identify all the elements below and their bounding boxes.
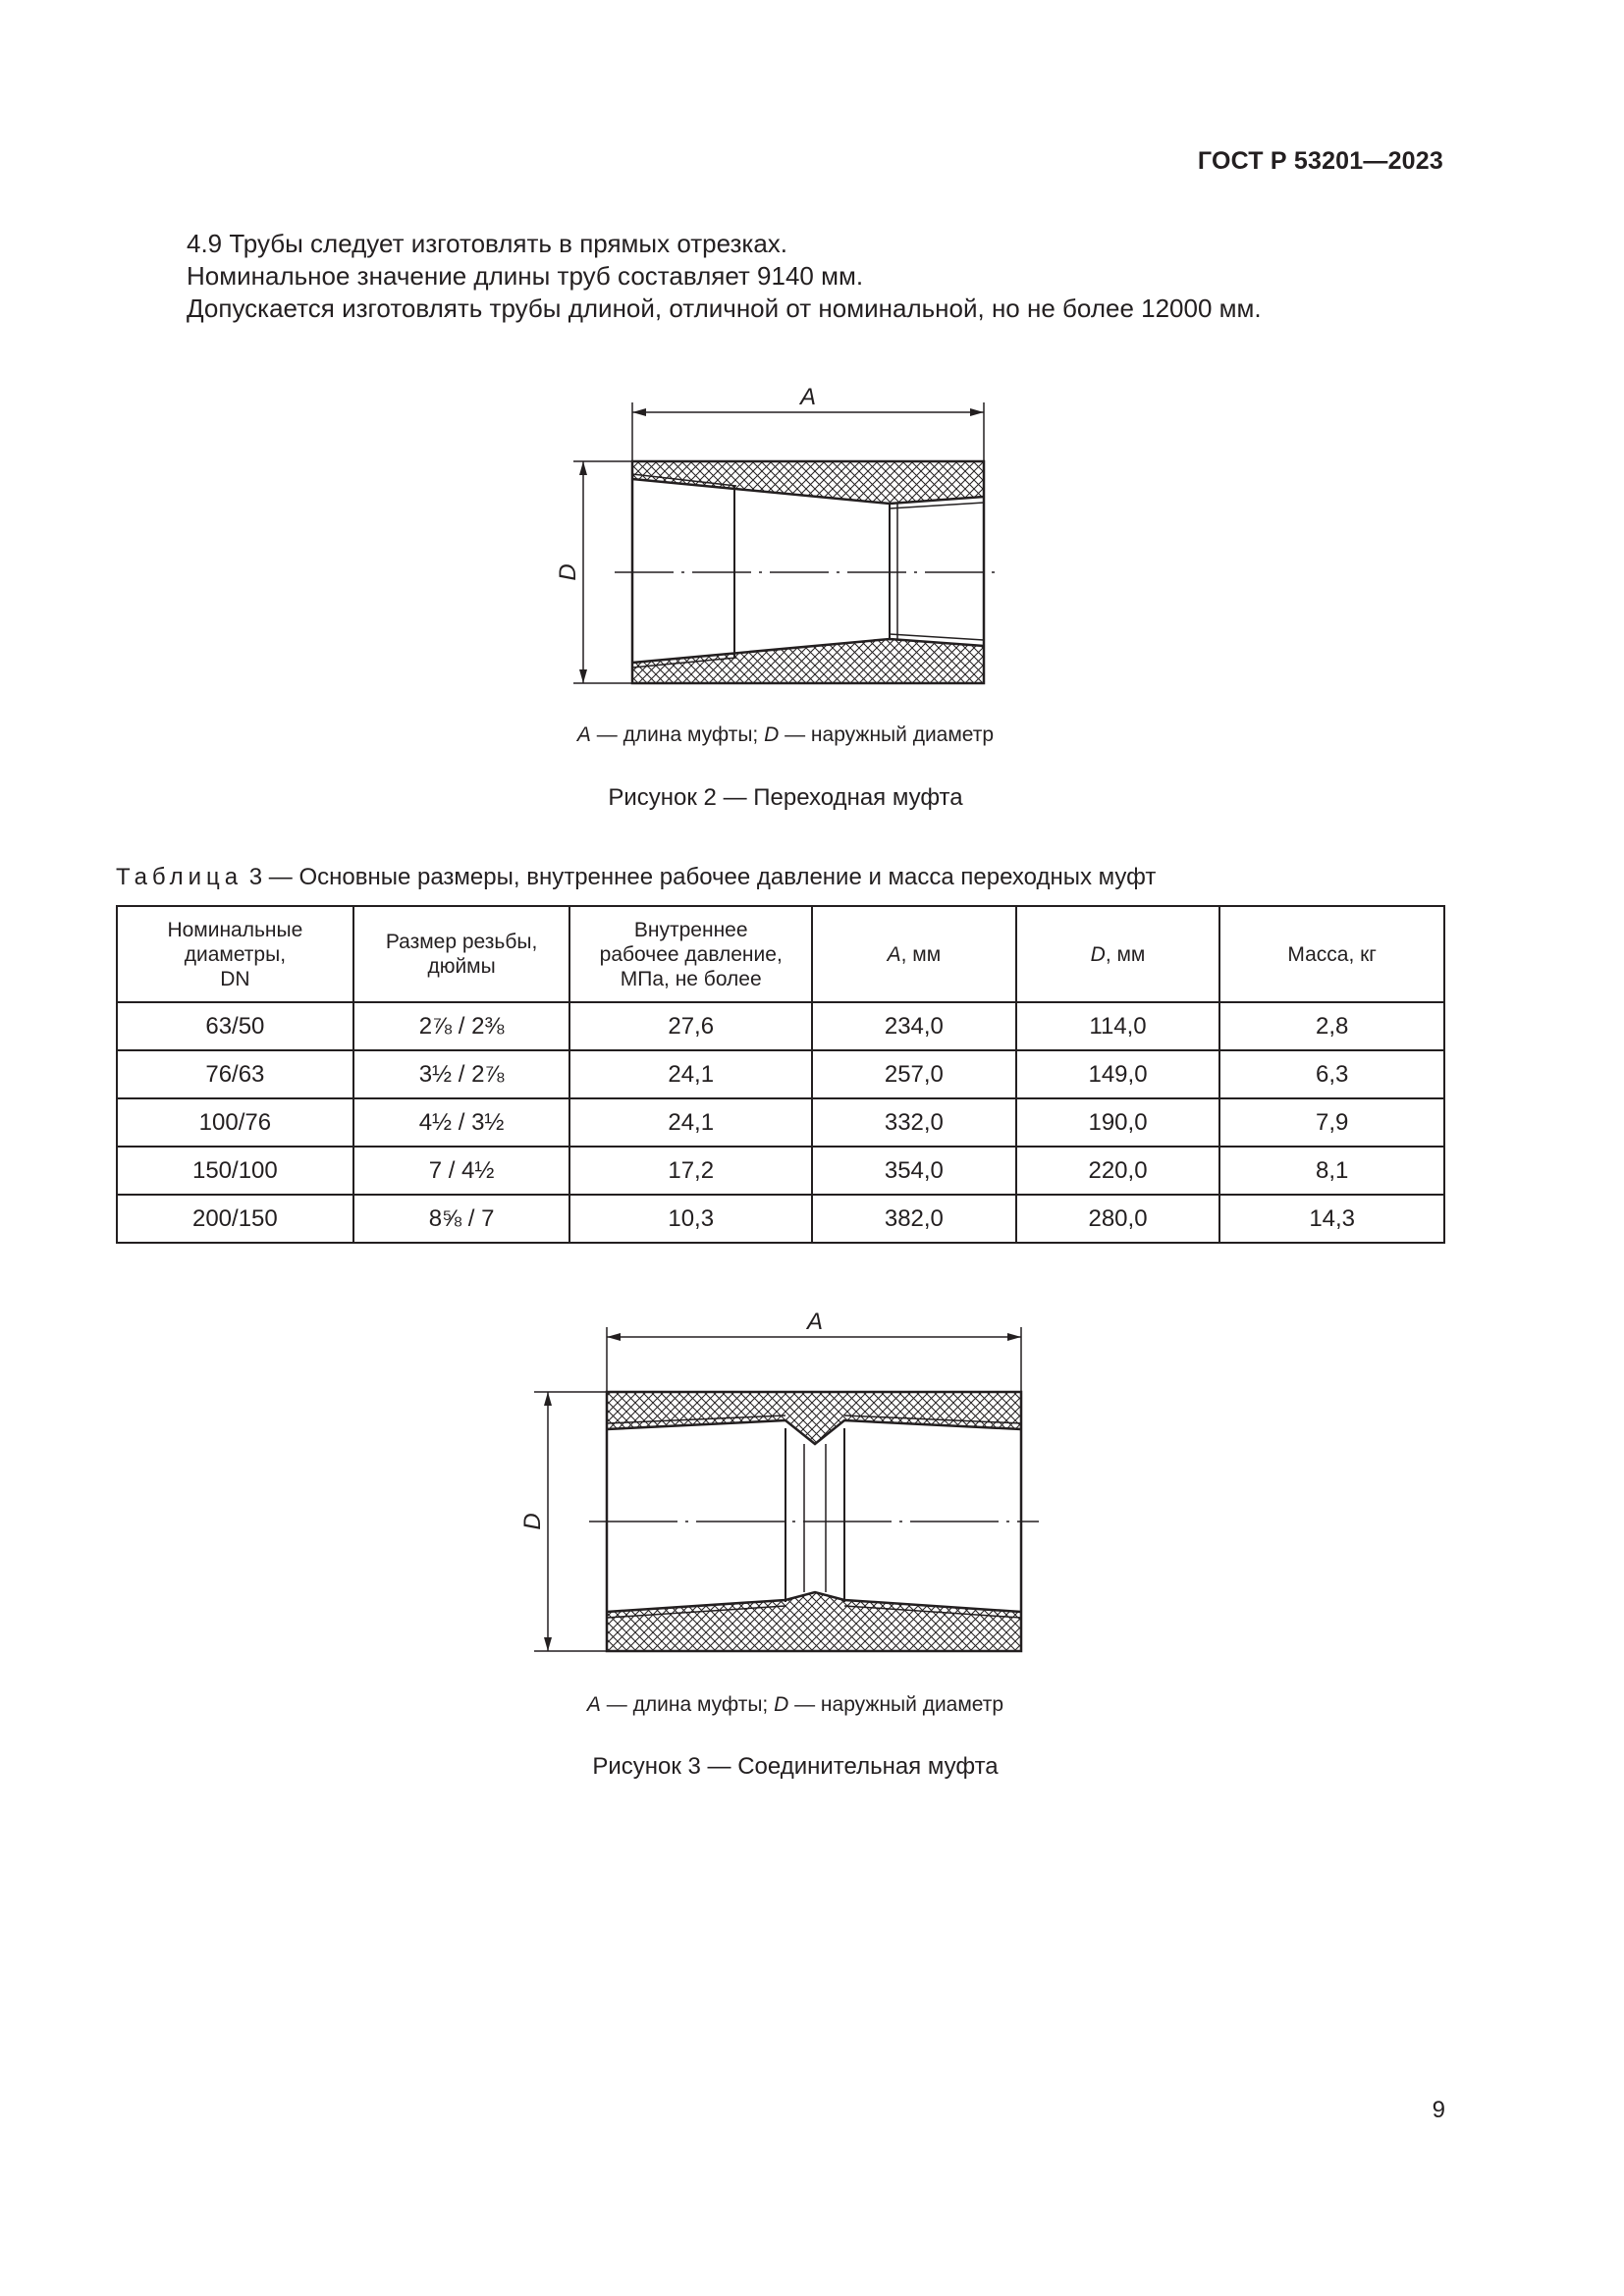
figure-3-straight-coupling-drawing: [520, 1306, 1070, 1659]
fig2-dimension-a-label: A: [799, 384, 817, 410]
cell-mass: 7,9: [1219, 1098, 1444, 1147]
cell-pressure: 24,1: [569, 1050, 812, 1098]
header-thread-size: Размер резьбы, дюймы: [353, 906, 570, 1002]
figure-2-legend: [550, 723, 1021, 747]
fig3-dimension-d-label: D: [519, 1513, 546, 1530]
fig2-legend-d-text: — наружный диаметр: [779, 723, 995, 746]
figure-2-caption: Рисунок 2 — Переходная муфта: [608, 784, 963, 811]
cell-thread: 2⅞ / 2⅜: [353, 1002, 570, 1050]
fig2-dimension-d-label: D: [555, 563, 581, 581]
page-number: 9: [1432, 2097, 1445, 2123]
figure-3-legend: [520, 1693, 1070, 1717]
fig3-legend-d-text: — наружный диаметр: [788, 1693, 1004, 1716]
cell-dn: 150/100: [117, 1147, 353, 1195]
table-row: [117, 1147, 1444, 1195]
table-3-title-text: 3 — Основные размеры, внутреннее рабочее давление и масса переходных муфт: [243, 864, 1157, 890]
fig3-legend-a-symbol: A: [586, 1693, 601, 1716]
cell-a: 257,0: [812, 1050, 1016, 1098]
cell-dn: 200/150: [117, 1195, 353, 1243]
table-row: [117, 1098, 1444, 1147]
cell-a: 234,0: [812, 1002, 1016, 1050]
cell-pressure: 10,3: [569, 1195, 812, 1243]
cell-mass: 6,3: [1219, 1050, 1444, 1098]
cell-dn: 100/76: [117, 1098, 353, 1147]
cell-pressure: 24,1: [569, 1098, 812, 1147]
fig2-legend-a-symbol: A: [576, 723, 591, 746]
cell-a: 332,0: [812, 1098, 1016, 1147]
table-row: [117, 1195, 1444, 1243]
cell-thread: 7 / 4½: [353, 1147, 570, 1195]
intro-line-3: Допускается изготовлять трубы длиной, отличной от номинальной, но не более 12000 мм.: [187, 294, 1262, 323]
cell-thread: 4½ / 3½: [353, 1098, 570, 1147]
cell-thread: 3½ / 2⅞: [353, 1050, 570, 1098]
cell-a: 382,0: [812, 1195, 1016, 1243]
header-length-a: A, мм: [812, 906, 1016, 1002]
cell-d: 280,0: [1016, 1195, 1220, 1243]
cell-a: 354,0: [812, 1147, 1016, 1195]
cell-mass: 14,3: [1219, 1195, 1444, 1243]
intro-line-1: 4.9 Трубы следует изготовлять в прямых отрезках.: [187, 229, 788, 258]
fig2-legend-d-symbol: D: [764, 723, 780, 746]
cell-mass: 2,8: [1219, 1002, 1444, 1050]
intro-line-2: Номинальное значение длины труб составляет 9140 мм.: [187, 261, 864, 291]
table-row: [117, 1050, 1444, 1098]
cell-thread: 8⅝ / 7: [353, 1195, 570, 1243]
document-header-id: ГОСТ Р 53201—2023: [1197, 147, 1443, 175]
table-3-title: [116, 864, 1156, 891]
cell-d: 149,0: [1016, 1050, 1220, 1098]
header-nominal-diameters: Номинальные диаметры, DN: [117, 906, 353, 1002]
header-mass: Масса, кг: [1219, 906, 1444, 1002]
cell-d: 220,0: [1016, 1147, 1220, 1195]
header-internal-pressure: Внутреннее рабочее давление, МПа, не более: [569, 906, 812, 1002]
table-row: [117, 1002, 1444, 1050]
cell-dn: 76/63: [117, 1050, 353, 1098]
fig2-legend-a-text: — длина муфты;: [590, 723, 765, 746]
fig3-legend-a-text: — длина муфты;: [600, 1693, 775, 1716]
fig3-legend-d-symbol: D: [774, 1693, 789, 1716]
table-3-title-word: Таблица: [116, 864, 244, 890]
fig3-dimension-a-label: A: [806, 1308, 824, 1335]
figure-3-caption: Рисунок 3 — Соединительная муфта: [592, 1753, 999, 1780]
cell-pressure: 27,6: [569, 1002, 812, 1050]
table-3-dimensions: [116, 905, 1445, 1244]
header-diameter-d: D, мм: [1016, 906, 1220, 1002]
figure-2-reducing-coupling-drawing: [550, 383, 1021, 697]
cell-mass: 8,1: [1219, 1147, 1444, 1195]
cell-pressure: 17,2: [569, 1147, 812, 1195]
cell-d: 114,0: [1016, 1002, 1220, 1050]
cell-dn: 63/50: [117, 1002, 353, 1050]
table-header-row: [117, 906, 1444, 1002]
cell-d: 190,0: [1016, 1098, 1220, 1147]
